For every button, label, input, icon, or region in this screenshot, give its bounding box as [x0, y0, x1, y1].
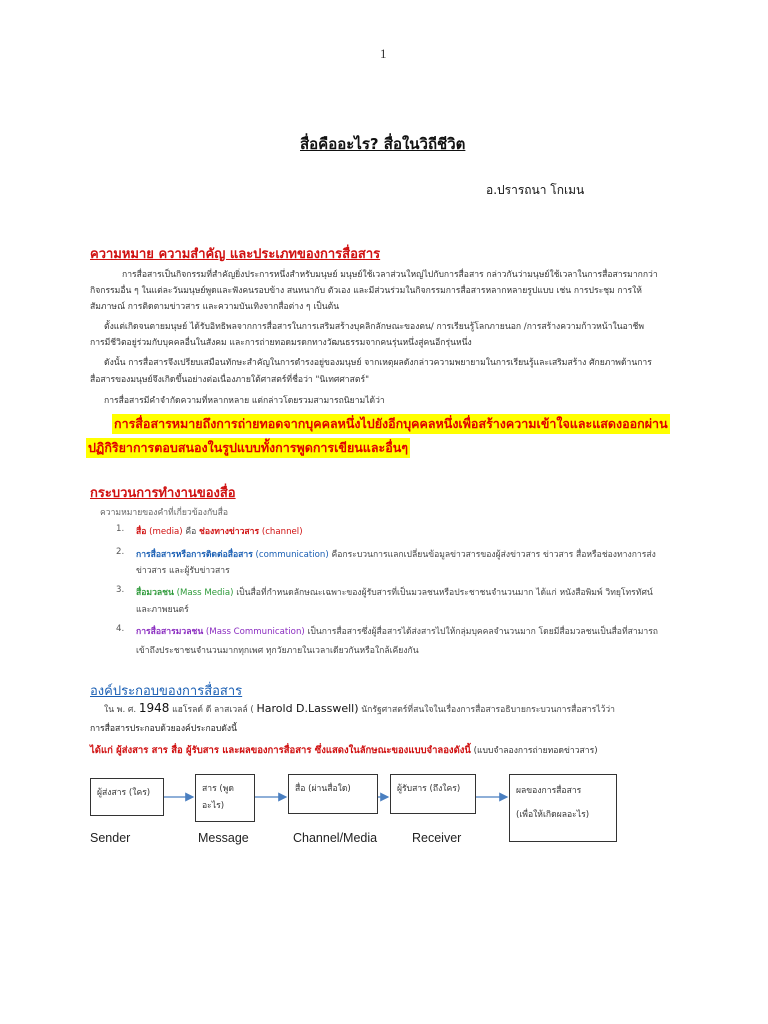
list-item-mass-media: สื่อมวลชน (Mass Media) เป็นสื่อที่กำหนดลักษณะเฉพาะของผู้รับสารที่เป็นมวลชนหรือประชาชนจำนวนมาก ได้แก่ หนังสือพิมพ์ วิทยุโทรทัศน์: [136, 588, 653, 598]
label-channel-media: Channel/Media: [293, 831, 378, 845]
list-number: 3.: [116, 585, 125, 595]
message-box: สาร (พูด อะไร): [195, 774, 255, 822]
list-item-continuation: และภาพยนตร์: [136, 605, 189, 615]
label-receiver: Receiver: [412, 831, 462, 845]
list-item-communication: การสื่อสารหรือการติดต่อสื่อสาร (communication) คือกระบวนการแลกเปลี่ยนข้อมูลข่าวสารของผู้ส่งข่าวสาร ข่าวสาร สื่อหรือช่องทางการส่ง: [136, 550, 656, 560]
list-number: 2.: [116, 547, 125, 557]
terms-intro: ความหมายของคำที่เกี่ยวข้องกับสื่อ: [100, 508, 229, 518]
author-name: อ.ปรารถนา โกเมน: [486, 183, 585, 197]
paragraph-line: สื่อสารของมนุษย์จึงเกิดขึ้นอย่างต่อเนื่องภายใต้ศาสตร์ที่ชื่อว่า "นิเทศศาสตร์": [90, 375, 370, 385]
paragraph-line: สัมภาษณ์ การติดตามข่าวสาร และความบันเทิงจากสื่อต่าง ๆ เป็นต้น: [90, 302, 340, 312]
paragraph-line: ดังนั้น การสื่อสารจึงเปรียบเสมือนทักษะสำคัญในการดำรงอยู่ของมนุษย์ จากเหตุผลดังกล่าวความพยายามในการเรียนรู้และเสริมสร้าง ศักยภาพด้านการ: [104, 358, 652, 368]
components-list-line: ได้แก่ ผู้ส่งสาร สาร สื่อ ผู้รับสาร และผลของการสื่อสาร ซึ่งแสดงในลักษณะของแบบจำลองดังนี้ (แบบจำลองการถ่ายทอดข่าวสาร): [90, 745, 598, 756]
document-title: สื่อคืออะไร? สื่อในวิถีชีวิต: [300, 135, 466, 153]
list-number: 4.: [116, 624, 125, 634]
list-item-media: สื่อ (media) คือ ช่องทางข่าวสาร (channel): [136, 527, 303, 537]
highlighted-definition-line-1: การสื่อสารหมายถึงการถ่ายทอดจากบุคคลหนึ่งไปยังอีกบุคคลหนึ่งเพื่อสร้างความเข้าใจและแสดงออกผ่าน: [112, 414, 670, 434]
paragraph-line: กิจกรรมอื่น ๆ ในแต่ละวันมนุษย์พูดและฟังคนรอบข้าง สนทนากับ ตัวเอง และมีส่วนร่วมในกิจกรรมการสื่อสารหลากหลายรูปแบบ เช่น การประชุม การให้: [90, 286, 642, 296]
label-sender: Sender: [90, 831, 131, 845]
section-heading-process: กระบวนการทำงานของสื่อ: [90, 486, 236, 501]
paragraph-line: การสื่อสารเป็นกิจกรรมที่สำคัญยิ่งประการหนึ่งสำหรับมนุษย์ มนุษย์ใช้เวลาส่วนใหญ่ไปกับการสื่อสาร กล่าวกันว่ามนุษย์ใช้เวลาในการสื่อสารมากกว่า: [122, 270, 658, 280]
highlighted-definition-line-2: ปฏิกิริยาการตอบสนองในรูปแบบทั้งการพูดการเขียนและอื่นๆ: [86, 438, 410, 458]
page-number: 1: [380, 46, 387, 61]
section-heading-meaning: ความหมาย ความสำคัญ และประเภทของการสื่อสาร: [90, 247, 381, 262]
components-line: การสื่อสารประกอบด้วยองค์ประกอบดังนี้: [90, 724, 237, 734]
list-number: 1.: [116, 524, 125, 534]
paragraph-line: การสื่อสารมีคำจำกัดความที่หลากหลาย แต่กล่าวโดยรวมสามารถนิยามได้ว่า: [104, 396, 385, 406]
receiver-box: ผู้รับสาร (ถึงใคร): [390, 774, 476, 814]
section-heading-components: องค์ประกอบของการสื่อสาร: [90, 684, 243, 699]
paragraph-line: การมีชีวิตอยู่ร่วมกับบุคคลอื่นในสังคม และการถ่ายทอดมรดกทางวัฒนธรรมจากคนรุ่นหนึ่งสู่คนอีกรุ่นหนึ่ง: [90, 338, 472, 348]
sender-box: ผู้ส่งสาร (ใคร): [90, 778, 164, 816]
paragraph-line: ตั้งแต่เกิดจนตายมนุษย์ ได้รับอิทธิพลจากการสื่อสารในการเสริมสร้างบุคลิกลักษณะของตน/ การเรียนรู้โลกภายนอก /การสร้างความก้าวหน้าในอาชีพ: [104, 322, 645, 332]
list-item-mass-communication: การสื่อสารมวลชน (Mass Communication) เป็นการสื่อสารซึ่งผู้สื่อสารได้ส่งสารไปให้กลุ่มบุคคลจำนวนมาก โดยมีสื่อมวลชนเป็นสื่อที่สามารถ: [136, 627, 659, 637]
effect-box: ผลของการสื่อสาร (เพื่อให้เกิดผลอะไร): [509, 774, 617, 842]
list-item-continuation: เข้าถึงประชาชนจำนวนมากทุกเพศ ทุกวัยภายในเวลาเดียวกันหรือใกล้เคียงกัน: [136, 646, 419, 656]
list-item-continuation: ข่าวสาร และผู้รับข่าวสาร: [136, 566, 230, 576]
lasswell-intro-line: ใน พ. ศ. 1948 แฮโรลด์ ดี ลาสเวลล์ ( Harold D.Lasswell) นักรัฐศาสตร์ที่สนใจในเรื่องการสื่อสารอธิบายกระบวนการสื่อสารไว้ว่า: [104, 701, 616, 715]
channel-box: สื่อ (ผ่านสื่อใด): [288, 774, 378, 814]
label-message: Message: [198, 831, 249, 845]
